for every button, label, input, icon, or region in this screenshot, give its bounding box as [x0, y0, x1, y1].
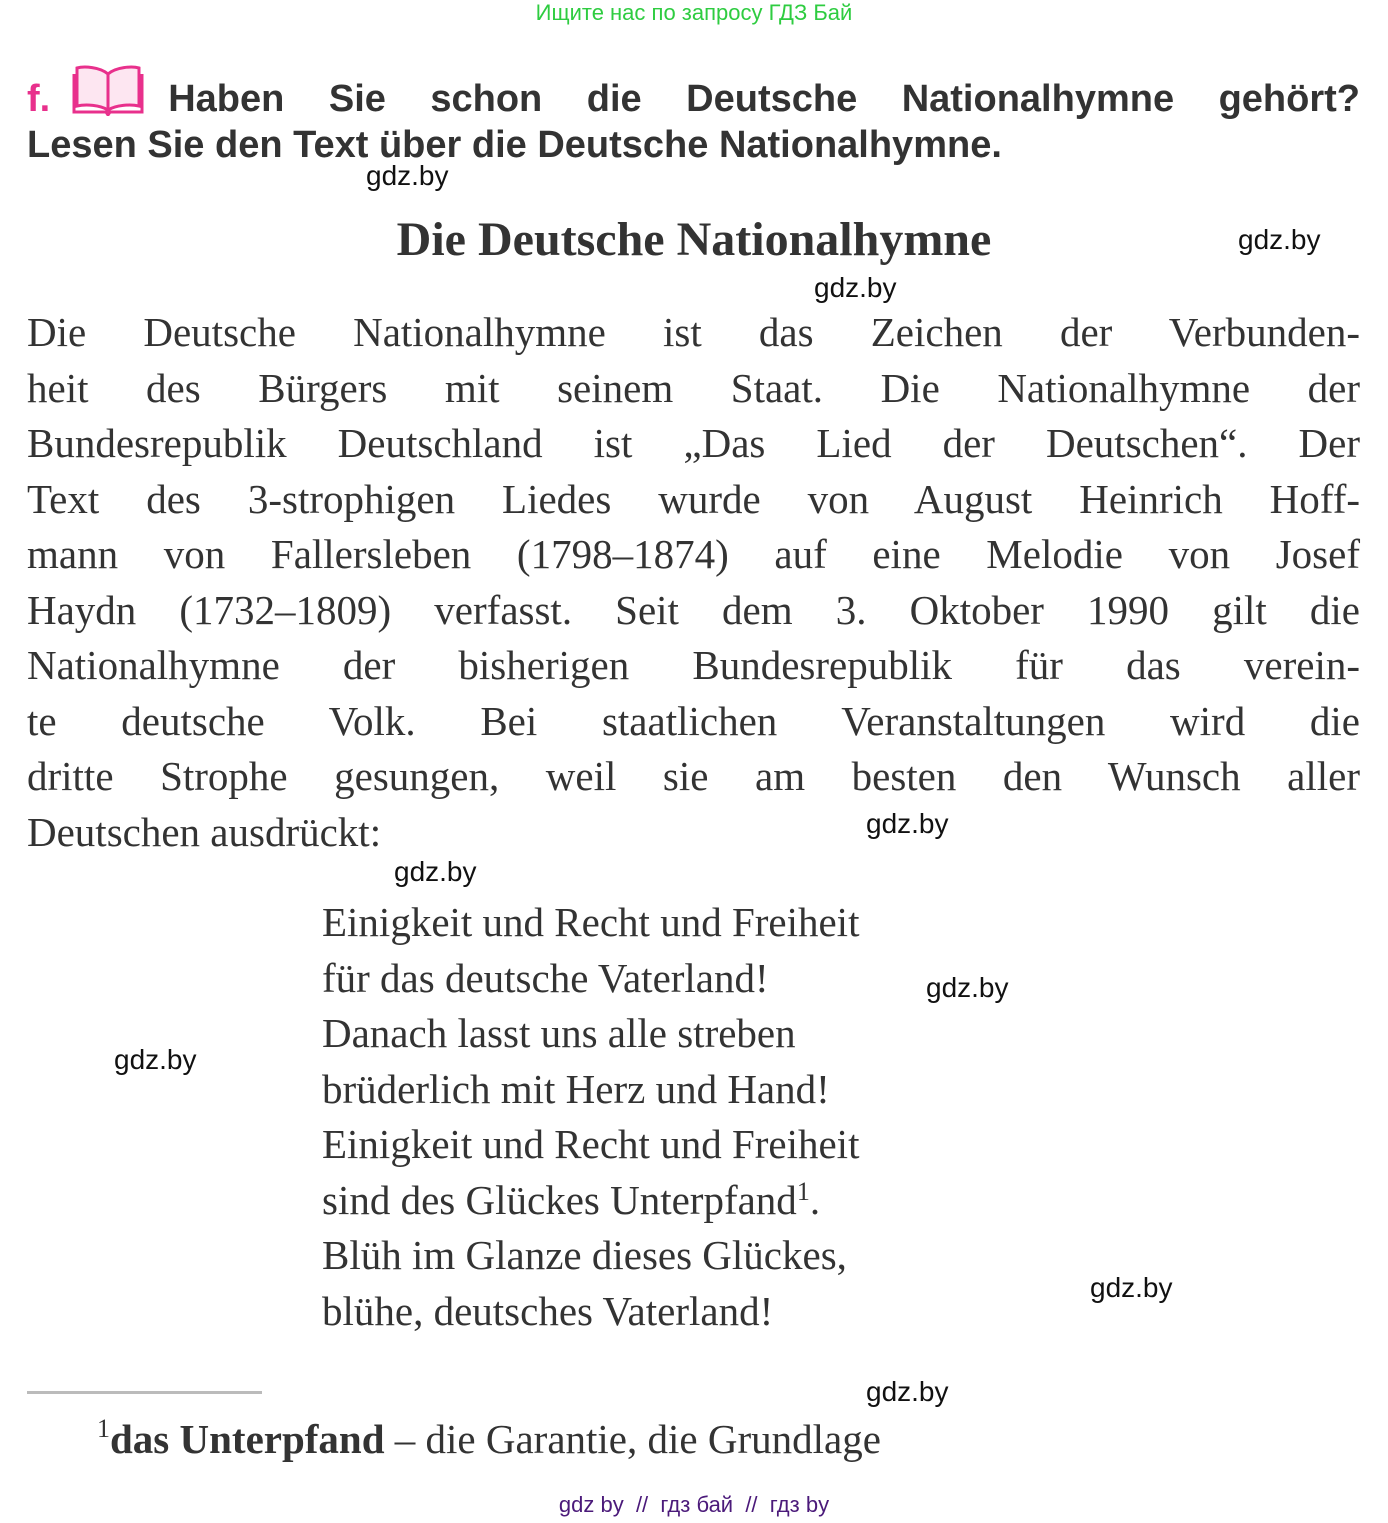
poem-line	[322, 1173, 859, 1229]
footnote-mark: 1	[97, 1414, 110, 1443]
poem-line-text: sind des Glückes Unterpfand	[322, 1176, 797, 1223]
text-title: Die Deutsche Nationalhymne	[396, 213, 992, 266]
footer-links: gdz by // гдз бай // гдз by	[558, 1492, 830, 1517]
poem-line: blühe, deutsches Vaterland!	[322, 1287, 774, 1334]
watermark: gdz.by	[814, 272, 897, 303]
footnote	[97, 1415, 881, 1463]
paragraph-line: Bundesrepublik Deutschland ist „Das Lied der Deutschen“. Der	[27, 420, 1360, 466]
task-instruction	[27, 70, 1360, 168]
paragraph-line: Nationalhymne der bisherigen Bundesrepublik für das verein-	[27, 642, 1360, 688]
poem-line: brüderlich mit Herz und Hand!	[322, 1065, 830, 1112]
main-paragraph	[27, 305, 1360, 860]
watermark: gdz.by	[1238, 224, 1321, 255]
watermark: gdz.by	[114, 1044, 197, 1075]
poem-line: Einigkeit und Recht und Freiheit	[322, 899, 860, 945]
footnote-divider	[27, 1391, 262, 1394]
poem-line: Blüh im Glanze dieses Glückes,	[322, 1232, 847, 1278]
task-letter: f.	[27, 78, 51, 120]
watermark: gdz.by	[366, 160, 449, 191]
watermark: gdz.by	[866, 808, 949, 839]
watermark: gdz.by	[866, 1376, 949, 1407]
watermark: gdz.by	[394, 856, 477, 887]
poem-line-period: .	[809, 1176, 821, 1223]
anthem-stanza	[322, 895, 859, 1339]
watermark: gdz.by	[926, 972, 1009, 1003]
poem-line: für das deutsche Vaterland!	[322, 954, 769, 1001]
task-directive: Lesen Sie den Text über die Deutsche Nationalhymne.	[27, 124, 1002, 166]
poem-line: Einigkeit und Recht und Freiheit	[322, 1121, 860, 1167]
poem-line: Danach lasst uns alle streben	[322, 1010, 796, 1056]
footnote-term: das Unterpfand	[110, 1416, 385, 1462]
footnote-definition: – die Garantie, die Grundlage	[384, 1416, 881, 1462]
paragraph-line: heit des Bürgers mit seinem Staat. Die Nationalhymne der	[27, 364, 1360, 411]
open-book-icon	[72, 64, 144, 116]
paragraph-line: te deutsche Volk. Bei staatlichen Veranstaltungen wird die	[27, 697, 1360, 744]
paragraph-line: mann von Fallersleben (1798–1874) auf eine Melodie von Josef	[27, 531, 1360, 577]
paragraph-line: Haydn (1732–1809) verfasst. Seit dem 3. Oktober 1990 gilt die	[27, 586, 1360, 633]
footnote-reference: 1	[796, 1176, 810, 1206]
paragraph-line: dritte Strophe gesungen, weil sie am besten den Wunsch aller	[27, 753, 1360, 799]
task-question: Haben Sie schon die Deutsche Nationalhymne gehört?	[168, 78, 1360, 120]
paragraph-line: Deutschen ausdrückt:	[27, 808, 382, 855]
paragraph-line: Text des 3-strophigen Liedes wurde von August Heinrich Hoff-	[27, 475, 1360, 522]
paragraph-line: Die Deutsche Nationalhymne ist das Zeichen der Verbunden-	[27, 309, 1360, 355]
watermark: gdz.by	[1090, 1272, 1173, 1303]
search-hint-banner: Ищите нас по запросу ГДЗ Бай	[535, 0, 853, 25]
